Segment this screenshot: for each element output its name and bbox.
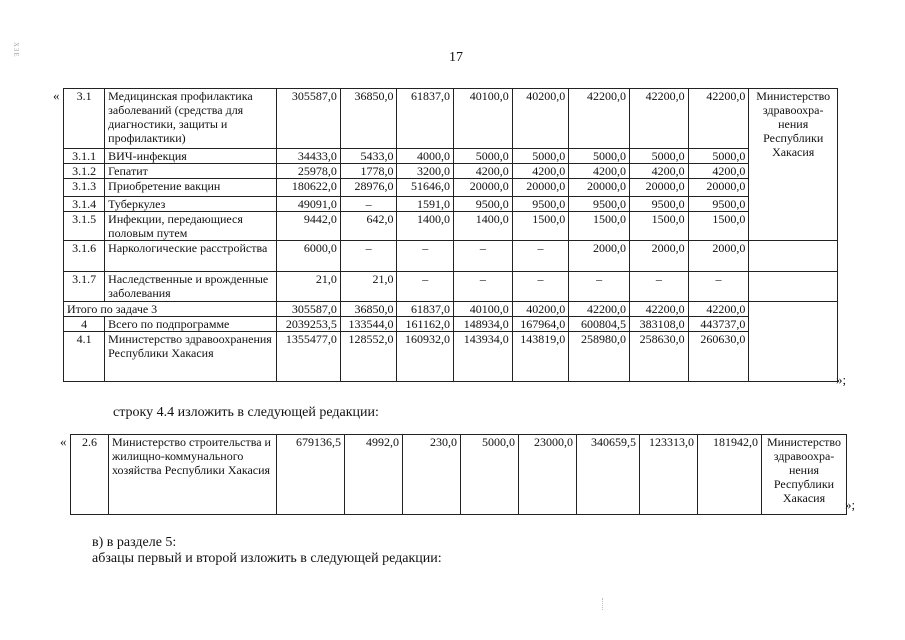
value-cell: 42200,0	[630, 302, 689, 317]
value-cell: 9442,0	[277, 212, 341, 241]
value-cell: 23000,0	[519, 435, 577, 515]
table-row	[64, 179, 838, 197]
value-cell: 642,0	[340, 212, 397, 241]
executor-cell: Министерство здравоохра-нения Республики Хакасия	[762, 435, 847, 515]
value-cell: 160932,0	[397, 332, 454, 382]
quote-close-1: »;	[836, 372, 847, 387]
row-number: 4	[64, 317, 105, 332]
value-cell: 20000,0	[630, 179, 689, 197]
executor-cell: Министерство здравоохра-нения Республики Хакасия	[749, 89, 838, 241]
value-cell: –	[340, 241, 397, 272]
value-cell: 49091,0	[277, 197, 341, 212]
value-cell: –	[340, 197, 397, 212]
value-cell: 123313,0	[640, 435, 698, 515]
value-cell: 443737,0	[688, 317, 749, 332]
value-cell: 383108,0	[630, 317, 689, 332]
row-4-4-table	[70, 434, 847, 515]
value-cell: 258630,0	[630, 332, 689, 382]
row-number: 3.1.7	[64, 272, 105, 302]
margin-mark: ХЗЕ	[12, 42, 20, 58]
quote-open-2: «	[60, 434, 67, 449]
value-cell: –	[397, 272, 454, 302]
row-name: Всего по подпрограмме	[105, 317, 277, 332]
row-number: 2.6	[71, 435, 109, 515]
row-name: ВИЧ-инфекция	[105, 149, 277, 164]
value-cell: 61837,0	[397, 89, 454, 149]
value-cell: 5000,0	[454, 149, 513, 164]
value-cell: 9500,0	[630, 197, 689, 212]
value-cell: 167964,0	[512, 317, 569, 332]
value-cell: 181942,0	[698, 435, 762, 515]
row-name: Наследственные и врожденные заболевания	[105, 272, 277, 302]
row-name: Инфекции, передающиеся половым путем	[105, 212, 277, 241]
value-cell: 6000,0	[277, 241, 341, 272]
row-name: Гепатит	[105, 164, 277, 179]
table-row	[64, 272, 838, 302]
table-row	[64, 212, 838, 241]
value-cell: 148934,0	[454, 317, 513, 332]
value-cell: 25978,0	[277, 164, 341, 179]
value-cell: 180622,0	[277, 179, 341, 197]
value-cell: 1500,0	[512, 212, 569, 241]
value-cell: –	[454, 272, 513, 302]
row-name: Приобретение вакцин	[105, 179, 277, 197]
value-cell: 1591,0	[397, 197, 454, 212]
value-cell: 20000,0	[688, 179, 749, 197]
row-number: 3.1.1	[64, 149, 105, 164]
value-cell: 1400,0	[454, 212, 513, 241]
value-cell: 230,0	[403, 435, 461, 515]
value-cell: 5000,0	[630, 149, 689, 164]
row-number: 3.1.2	[64, 164, 105, 179]
value-cell: 20000,0	[454, 179, 513, 197]
value-cell: 1400,0	[397, 212, 454, 241]
value-cell: 40200,0	[512, 89, 569, 149]
value-cell: 42200,0	[688, 89, 749, 149]
value-cell: 5000,0	[512, 149, 569, 164]
value-cell: 2000,0	[569, 241, 630, 272]
value-cell: 61837,0	[397, 302, 454, 317]
value-cell: 258980,0	[569, 332, 630, 382]
value-cell: –	[569, 272, 630, 302]
row-name: Министерство здравоохранения Республики Хакасия	[105, 332, 277, 382]
table-row	[64, 197, 838, 212]
value-cell: 9500,0	[454, 197, 513, 212]
value-cell: 34433,0	[277, 149, 341, 164]
value-cell: 260630,0	[688, 332, 749, 382]
value-cell: 143819,0	[512, 332, 569, 382]
row-name: Медицинская профилактика заболеваний (средства для диагностики, защиты и профилактики)	[105, 89, 277, 149]
value-cell: 1500,0	[569, 212, 630, 241]
row-name: Туберкулез	[105, 197, 277, 212]
table-row	[71, 435, 847, 515]
value-cell: 1500,0	[688, 212, 749, 241]
quote-close-2: »;	[845, 497, 856, 512]
value-cell: 4200,0	[630, 164, 689, 179]
value-cell: 4200,0	[454, 164, 513, 179]
value-cell: 28976,0	[340, 179, 397, 197]
value-cell: 36850,0	[340, 89, 397, 149]
row-number: 3.1	[64, 89, 105, 149]
value-cell: 305587,0	[277, 302, 341, 317]
value-cell: –	[630, 272, 689, 302]
row-name: Наркологические расстройства	[105, 241, 277, 272]
row-number: 3.1.4	[64, 197, 105, 212]
total-row	[64, 302, 838, 317]
value-cell: 42200,0	[630, 89, 689, 149]
table-row	[64, 89, 838, 149]
value-cell: 143934,0	[454, 332, 513, 382]
value-cell: –	[397, 241, 454, 272]
value-cell: 40100,0	[454, 89, 513, 149]
subtotal-row	[64, 317, 838, 332]
value-cell: 21,0	[277, 272, 341, 302]
row-name: Министерство строительства и жилищно-коммунального хозяйства Республики Хакасия	[109, 435, 277, 515]
value-cell: 161162,0	[397, 317, 454, 332]
value-cell: 1355477,0	[277, 332, 341, 382]
value-cell: 4200,0	[688, 164, 749, 179]
value-cell: 600804,5	[569, 317, 630, 332]
value-cell: 4200,0	[512, 164, 569, 179]
value-cell: 2000,0	[630, 241, 689, 272]
row-number: 3.1.3	[64, 179, 105, 197]
table-row	[64, 332, 838, 382]
value-cell: 2000,0	[688, 241, 749, 272]
value-cell: 20000,0	[569, 179, 630, 197]
total-label: Итого по задаче 3	[64, 302, 277, 317]
value-cell: 9500,0	[512, 197, 569, 212]
value-cell: 679136,5	[277, 435, 345, 515]
table-row	[64, 149, 838, 164]
value-cell: 133544,0	[340, 317, 397, 332]
executor-cell-empty	[749, 272, 838, 302]
page-number: 17	[449, 50, 463, 65]
value-cell: 21,0	[340, 272, 397, 302]
value-cell: 128552,0	[340, 332, 397, 382]
value-cell: 5000,0	[569, 149, 630, 164]
value-cell: 9500,0	[688, 197, 749, 212]
value-cell: 2039253,5	[277, 317, 341, 332]
value-cell: 305587,0	[277, 89, 341, 149]
value-cell: 9500,0	[569, 197, 630, 212]
value-cell: 36850,0	[340, 302, 397, 317]
subprogram-table	[63, 88, 838, 382]
value-cell: 1778,0	[340, 164, 397, 179]
value-cell: 4000,0	[397, 149, 454, 164]
value-cell: 42200,0	[569, 89, 630, 149]
scan-artifact	[602, 598, 604, 610]
table-row	[64, 241, 838, 272]
value-cell: 4200,0	[569, 164, 630, 179]
value-cell: 5000,0	[688, 149, 749, 164]
value-cell: 20000,0	[512, 179, 569, 197]
value-cell: –	[688, 272, 749, 302]
value-cell: –	[512, 241, 569, 272]
value-cell: –	[512, 272, 569, 302]
paragraph-section-5: в) в разделе 5:	[92, 535, 177, 550]
quote-open-1: «	[53, 88, 60, 103]
value-cell: 1500,0	[630, 212, 689, 241]
row-number: 3.1.5	[64, 212, 105, 241]
paragraph-abzacy: абзацы первый и второй изложить в следующей редакции:	[92, 551, 442, 566]
value-cell: 42200,0	[569, 302, 630, 317]
value-cell: 4992,0	[345, 435, 403, 515]
value-cell: 40100,0	[454, 302, 513, 317]
value-cell: –	[454, 241, 513, 272]
value-cell: 5433,0	[340, 149, 397, 164]
table-row	[64, 164, 838, 179]
value-cell: 3200,0	[397, 164, 454, 179]
value-cell: 42200,0	[688, 302, 749, 317]
value-cell: 40200,0	[512, 302, 569, 317]
executor-cell-empty	[749, 302, 838, 382]
executor-cell-empty	[749, 241, 838, 272]
row-number: 3.1.6	[64, 241, 105, 272]
value-cell: 340659,5	[577, 435, 640, 515]
paragraph-row-4-4: строку 4.4 изложить в следующей редакции:	[113, 405, 379, 420]
row-number: 4.1	[64, 332, 105, 382]
value-cell: 51646,0	[397, 179, 454, 197]
value-cell: 5000,0	[461, 435, 519, 515]
